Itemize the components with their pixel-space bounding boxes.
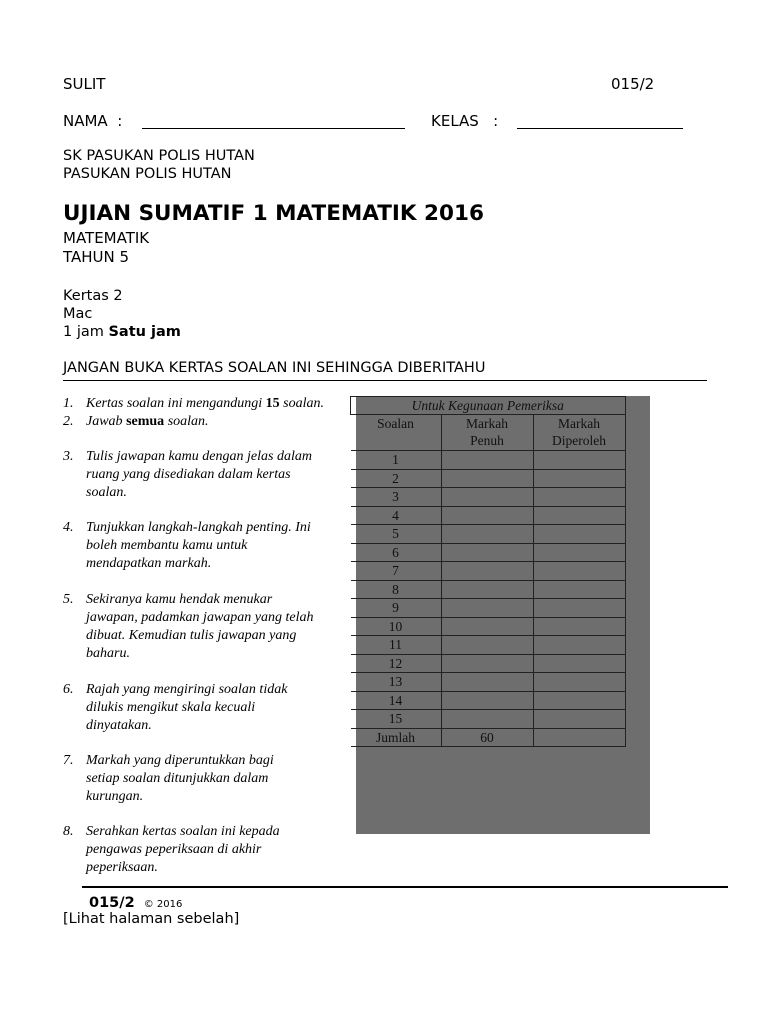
full-marks-cell[interactable] — [441, 488, 533, 507]
question-number: 10 — [351, 617, 442, 636]
table-row — [351, 580, 626, 599]
sulit-label: SULIT — [63, 75, 106, 93]
question-number: 5 — [351, 525, 442, 544]
full-marks-cell[interactable] — [441, 599, 533, 618]
question-number: 9 — [351, 599, 442, 618]
table-row — [351, 525, 626, 544]
year-label: TAHUN 5 — [63, 248, 130, 266]
full-marks-cell[interactable] — [441, 451, 533, 470]
obtained-marks-cell[interactable] — [533, 469, 625, 488]
table-row — [351, 469, 626, 488]
obtained-marks-cell[interactable] — [533, 617, 625, 636]
table-row — [351, 710, 626, 729]
footer-code: 015/2 — [89, 895, 135, 911]
paper-number: Kertas 2 — [63, 288, 123, 304]
full-marks-cell[interactable] — [441, 506, 533, 525]
warning-underline — [63, 380, 707, 381]
obtained-marks-cell[interactable] — [533, 654, 625, 673]
marks-table-caption: Untuk Kegunaan Pemeriksa — [351, 397, 626, 415]
question-number: 8 — [351, 580, 442, 599]
header-markah-diperoleh: Markah Diperoleh — [533, 415, 625, 451]
table-row — [351, 691, 626, 710]
question-number: 15 — [351, 710, 442, 729]
total-label: Jumlah — [351, 728, 442, 747]
table-row — [351, 451, 626, 470]
question-number: 1 — [351, 451, 442, 470]
full-marks-cell[interactable] — [441, 654, 533, 673]
class-label: KELAS : — [431, 112, 499, 130]
table-row — [351, 673, 626, 692]
question-number: 12 — [351, 654, 442, 673]
question-number: 11 — [351, 636, 442, 655]
question-number: 6 — [351, 543, 442, 562]
subject-label: MATEMATIK — [63, 229, 150, 247]
footer-code-block — [89, 892, 182, 911]
paper-code: 015/2 — [611, 75, 655, 93]
question-number: 14 — [351, 691, 442, 710]
header-soalan: Soalan — [351, 415, 442, 451]
total-obtained-cell[interactable] — [533, 728, 625, 747]
obtained-marks-cell[interactable] — [533, 525, 625, 544]
duration-word: Satu jam — [108, 324, 181, 340]
full-marks-cell[interactable] — [441, 636, 533, 655]
obtained-marks-cell[interactable] — [533, 451, 625, 470]
exam-month: Mac — [63, 306, 93, 322]
question-number: 13 — [351, 673, 442, 692]
obtained-marks-cell[interactable] — [533, 562, 625, 581]
obtained-marks-cell[interactable] — [533, 580, 625, 599]
exam-duration — [63, 324, 181, 340]
full-marks-cell[interactable] — [441, 580, 533, 599]
obtained-marks-cell[interactable] — [533, 506, 625, 525]
question-number: 4 — [351, 506, 442, 525]
full-marks-cell[interactable] — [441, 525, 533, 544]
next-page-note: [Lihat halaman sebelah] — [63, 911, 240, 927]
table-row — [351, 562, 626, 581]
full-marks-cell[interactable] — [441, 562, 533, 581]
obtained-marks-cell[interactable] — [533, 673, 625, 692]
footer-copyright: © 2016 — [143, 899, 183, 910]
full-marks-cell[interactable] — [441, 691, 533, 710]
full-marks-cell[interactable] — [441, 617, 533, 636]
full-marks-cell[interactable] — [441, 543, 533, 562]
header-markah-penuh: Markah Penuh — [441, 415, 533, 451]
obtained-marks-cell[interactable] — [533, 636, 625, 655]
full-marks-cell[interactable] — [441, 673, 533, 692]
question-number: 2 — [351, 469, 442, 488]
table-row — [351, 654, 626, 673]
full-marks-cell[interactable] — [441, 710, 533, 729]
table-row — [351, 506, 626, 525]
table-row — [351, 488, 626, 507]
exam-title: UJIAN SUMATIF 1 MATEMATIK 2016 — [63, 201, 484, 226]
obtained-marks-cell[interactable] — [533, 488, 625, 507]
full-marks-cell[interactable] — [441, 469, 533, 488]
class-blank-line[interactable] — [517, 128, 683, 129]
marks-table — [350, 396, 626, 747]
name-label: NAMA : — [63, 112, 123, 130]
obtained-marks-cell[interactable] — [533, 543, 625, 562]
duration-number: 1 jam — [63, 324, 104, 340]
footer-rule — [82, 886, 728, 888]
question-number: 7 — [351, 562, 442, 581]
obtained-marks-cell[interactable] — [533, 710, 625, 729]
name-blank-line[interactable] — [142, 128, 405, 129]
marks-table-body — [351, 451, 626, 729]
obtained-marks-cell[interactable] — [533, 691, 625, 710]
obtained-marks-cell[interactable] — [533, 599, 625, 618]
table-row — [351, 636, 626, 655]
question-number: 3 — [351, 488, 442, 507]
table-row — [351, 617, 626, 636]
warning-text: JANGAN BUKA KERTAS SOALAN INI SEHINGGA DIBERITAHU — [63, 360, 486, 376]
table-row — [351, 599, 626, 618]
school-name: SK PASUKAN POLIS HUTAN — [63, 148, 255, 164]
table-row — [351, 543, 626, 562]
total-value: 60 — [441, 728, 533, 747]
school-location: PASUKAN POLIS HUTAN — [63, 166, 232, 182]
